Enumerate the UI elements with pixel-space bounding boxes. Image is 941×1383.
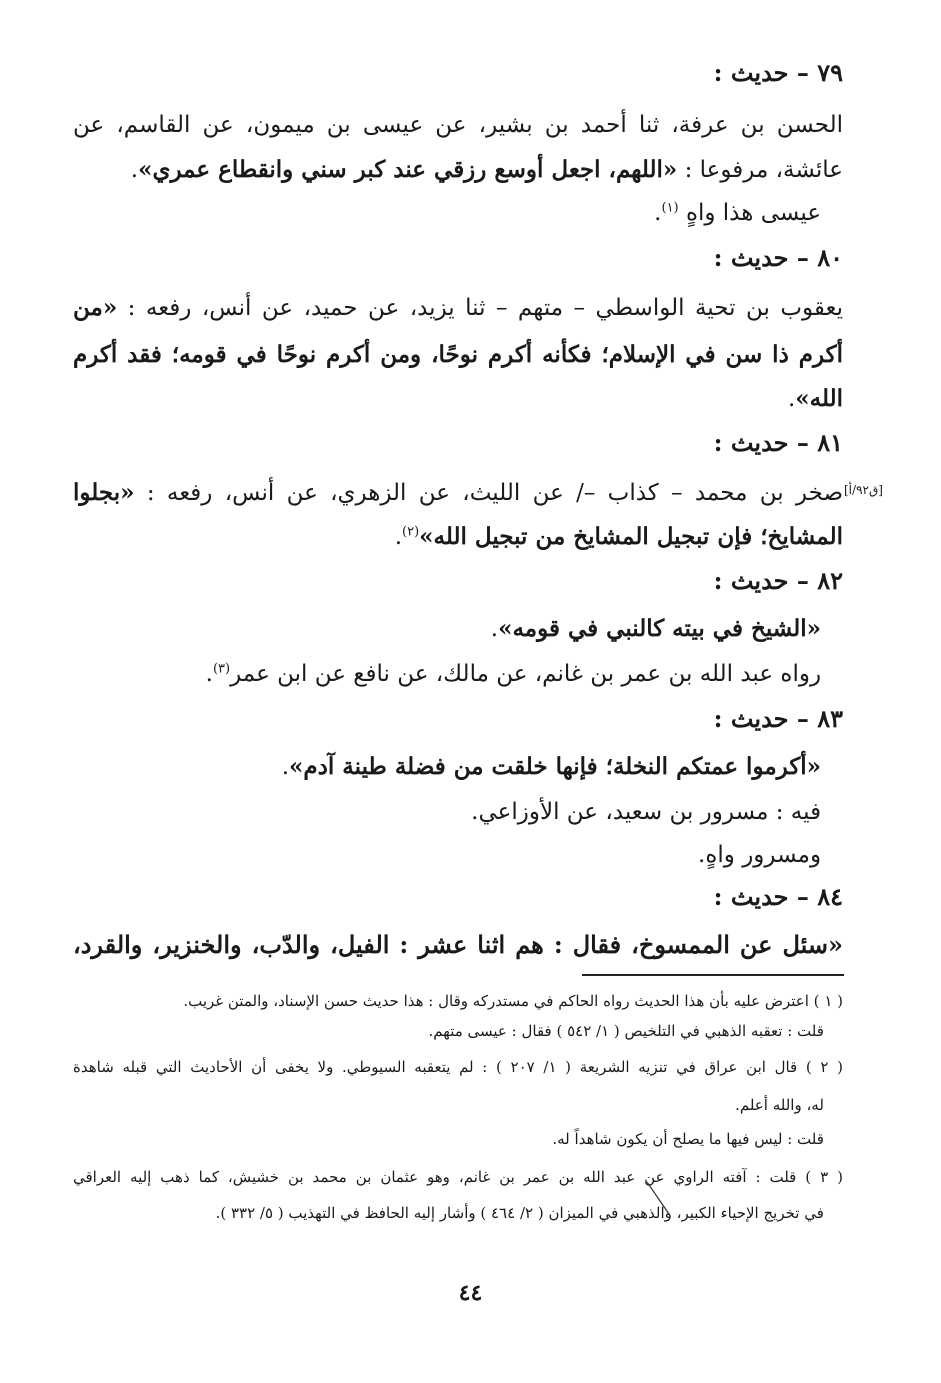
footnote-1-text-2: قلت : تعقبه الذهبي في التلخيص ( ١/ ٥٤٢ ) فقال : عيسى متهم. bbox=[428, 1022, 824, 1040]
footnote-3-text-2: في تخريج الإحياء الكبير، والذهبي في الميزان ( ٢/ ٤٦٤ ) وأشار إليه الحافظ في التهذيب ( ٥/ ٣٣٢ ). bbox=[215, 1204, 824, 1222]
footnote-1-line-2 bbox=[73, 1020, 843, 1042]
footnote-2-text-2: له، والله أعلم. bbox=[735, 1096, 824, 1114]
hadith-82-line-2 bbox=[73, 659, 843, 689]
hadith-79-intro: عائشة، مرفوعا : bbox=[677, 157, 843, 183]
hadith-79-line-2 bbox=[73, 155, 843, 185]
hadith-81-text-start: «بجلوا bbox=[73, 479, 135, 506]
hadith-83-chain: فيه : مسرور بن سعيد، عن الأوزاعي. bbox=[471, 799, 822, 825]
hadith-80-line-2: أكرم ذا سن في الإسلام؛ فكأنه أكرم نوحًا، ومن أكرم نوحًا في قومه؛ فقد أكرم bbox=[73, 341, 843, 368]
hadith-80-text-end: الله» bbox=[795, 385, 843, 412]
hadith-82-line-1 bbox=[73, 614, 843, 644]
hadith-81-period: . bbox=[394, 524, 403, 550]
hadith-81-text-end: المشايخ؛ فإن تبجيل المشايخ من تبجيل الله» bbox=[419, 523, 843, 550]
hadith-83-heading: ٨٣ – حديث : bbox=[713, 704, 843, 733]
footnote-2-line-2 bbox=[73, 1094, 843, 1116]
hadith-79-heading: ٧٩ – حديث : bbox=[713, 58, 843, 87]
hadith-82-text: «الشيخ في بيته كالنبي في قومه» bbox=[498, 615, 822, 642]
footnote-3-line-1: ( ٣ ) قلت : آفته الراوي عن عبد الله بن عمر بن غانم، وهو عثمان بن محمد بن خشيش، كما ذهب إليه العراقي bbox=[73, 1168, 843, 1186]
hadith-83-line-3 bbox=[73, 840, 843, 870]
hadith-79-line-1: الحسن بن عرفة، ثنا أحمد بن بشير، عن عيسى بن ميمون، عن القاسم، عن bbox=[73, 112, 843, 138]
footnote-2-line-1: ( ٢ ) قال ابن عراق في تنزيه الشريعة ( ١/ ٢٠٧ ) : لم يتعقبه السيوطي. ولا يخفى أن الأحاديث التي قبله شاهدة bbox=[73, 1058, 844, 1076]
hadith-79-period: . bbox=[130, 157, 139, 183]
hadith-80-intro: يعقوب بن تحية الواسطي – متهم – ثنا يزيد، عن حميد، عن أنس، رفعه : bbox=[117, 295, 843, 321]
hadith-81-intro: صخر بن محمد – كذاب –/ عن الليث، عن الزهري، عن أنس، رفعه : bbox=[134, 480, 843, 506]
hadith-83-line-1 bbox=[73, 752, 843, 782]
hadith-84-line-1: «سئل عن الممسوخ، فقال : هم اثنا عشر : الفيل، والدّب، والخنزير، والقرد، bbox=[73, 930, 843, 959]
footnote-3-line-2 bbox=[73, 1202, 843, 1224]
footnote-separator bbox=[582, 974, 844, 976]
hadith-83-line-2 bbox=[73, 797, 843, 827]
footnote-ref-1: (١) bbox=[661, 200, 679, 216]
footnote-2-line-3 bbox=[73, 1128, 843, 1150]
hadith-82-chain: رواه عبد الله بن عمر بن غانم، عن مالك، عن نافع عن ابن عمر bbox=[230, 661, 822, 687]
hadith-80-period: . bbox=[787, 386, 796, 412]
hadith-81-line-1 bbox=[73, 478, 843, 508]
hadith-82-period: . bbox=[490, 616, 499, 642]
hadith-79-comment-period: . bbox=[654, 200, 662, 226]
hadith-80-line-1 bbox=[73, 293, 843, 323]
footnote-ref-3: (٣) bbox=[212, 661, 231, 677]
hadith-82-heading: ٨٢ – حديث : bbox=[713, 566, 843, 595]
hadith-80-heading: ٨٠ – حديث : bbox=[713, 243, 843, 272]
hadith-81-heading: ٨١ – حديث : bbox=[713, 428, 843, 457]
manuscript-folio-marker: [ق٩٢/أ] bbox=[844, 483, 883, 497]
footnote-1-line-1: ( ١ ) اعترض عليه بأن هذا الحديث رواه الحاكم في مستدركه وقال : هذا حديث حسن الإسناد، والمتن غريب. bbox=[183, 992, 843, 1010]
hadith-84-heading: ٨٤ – حديث : bbox=[713, 882, 843, 911]
hadith-79-line-3 bbox=[73, 198, 843, 228]
hadith-81-line-2 bbox=[73, 522, 843, 552]
hadith-82-chain-period: . bbox=[205, 661, 213, 687]
pen-stroke-mark bbox=[645, 1180, 675, 1218]
hadith-79-text: «اللهم، اجعل أوسع رزقي عند كبر سني وانقطاع عمري» bbox=[138, 156, 678, 183]
hadith-83-text: «أكرموا عمتكم النخلة؛ فإنها خلقت من فضلة طينة آدم» bbox=[289, 753, 822, 780]
footnote-2-text-3: قلت : ليس فيها ما يصلح أن يكون شاهداً له. bbox=[552, 1130, 824, 1148]
footnote-ref-2: (٢) bbox=[402, 524, 420, 540]
hadith-80-text-start: «من bbox=[73, 294, 118, 321]
hadith-79-comment: عيسى هذا واهٍ bbox=[685, 200, 822, 226]
hadith-83-period: . bbox=[281, 754, 290, 780]
hadith-80-line-3 bbox=[73, 384, 843, 414]
page-number: ٤٤ bbox=[458, 1280, 483, 1306]
hadith-83-comment: ومسرور واهٍ. bbox=[698, 842, 822, 868]
